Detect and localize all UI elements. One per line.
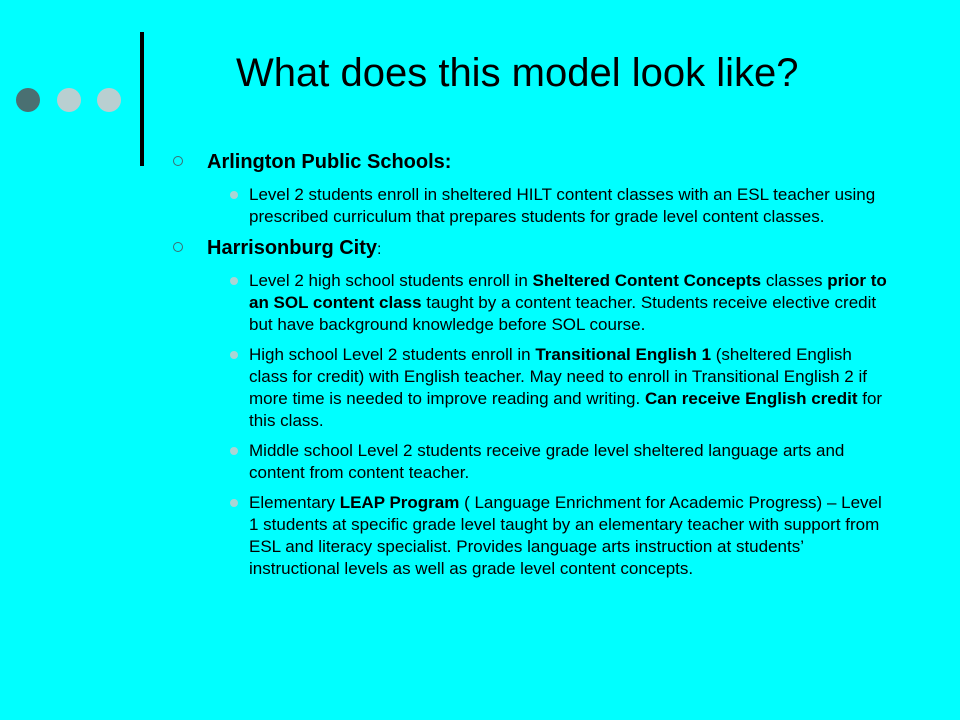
list-item <box>170 270 890 336</box>
list-item <box>170 184 890 228</box>
emphasized-text: prior to an SOL content class <box>249 271 887 312</box>
item-text: (sheltered English class for credit) with English teacher. May need to enroll in Transitional English 2 if more time is needed to improve reading and writing. <box>249 345 867 408</box>
section-harrisonburg <box>170 236 890 580</box>
slide-body <box>170 150 890 588</box>
bullet-dot-icon <box>230 277 238 285</box>
title-divider <box>140 32 144 166</box>
item-text: for this class. <box>249 389 883 430</box>
section-heading <box>170 150 890 176</box>
item-text: taught by a content teacher. Students receive elective credit but have background knowledge before SOL course. <box>249 293 877 334</box>
item-text: Level 2 students enroll in sheltered HILT content classes with an ESL teacher using prescribed curriculum that prepares students for grade level content classes. <box>249 185 876 226</box>
item-text: ( Language Enrichment for Academic Progress) – Level 1 students at specific grade level taught by an elementary teacher with support from ESL and literacy specialist. Provides language arts instruction at students’ instructional levels as well as grade level content concepts. <box>249 493 882 578</box>
bullet-dot-icon <box>230 499 238 507</box>
section-heading-text: Arlington Public Schools: <box>207 151 452 173</box>
list-item <box>170 440 890 484</box>
bullet-dot-icon <box>230 351 238 359</box>
bullet-list <box>170 270 890 580</box>
section-heading-suffix: : <box>377 241 382 258</box>
list-item <box>170 492 890 580</box>
ring-bullet-icon <box>173 242 183 252</box>
list-item <box>170 344 890 432</box>
item-text: Level 2 high school students enroll in <box>249 271 533 290</box>
section-heading-text: Harrisonburg City <box>207 237 378 259</box>
ring-bullet-icon <box>173 156 183 166</box>
item-text: classes <box>761 271 828 290</box>
emphasized-text: Sheltered Content Concepts <box>532 271 762 290</box>
item-text: Elementary <box>249 493 340 512</box>
dot-icon <box>16 88 40 112</box>
dot-icon <box>97 88 121 112</box>
item-text: Middle school Level 2 students receive grade level sheltered language arts and content from content teacher. <box>249 441 845 482</box>
emphasized-text: Transitional English 1 <box>535 345 712 364</box>
bullet-list <box>170 184 890 228</box>
slide-title: What does this model look like? <box>236 51 799 95</box>
bullet-dot-icon <box>230 447 238 455</box>
item-text: High school Level 2 students enroll in <box>249 345 536 364</box>
emphasized-text: LEAP Program <box>339 493 460 512</box>
dot-icon <box>57 88 81 112</box>
section-heading <box>170 236 890 262</box>
bullet-dot-icon <box>230 191 238 199</box>
emphasized-text: Can receive English credit <box>644 389 858 408</box>
section-arlington <box>170 150 890 228</box>
